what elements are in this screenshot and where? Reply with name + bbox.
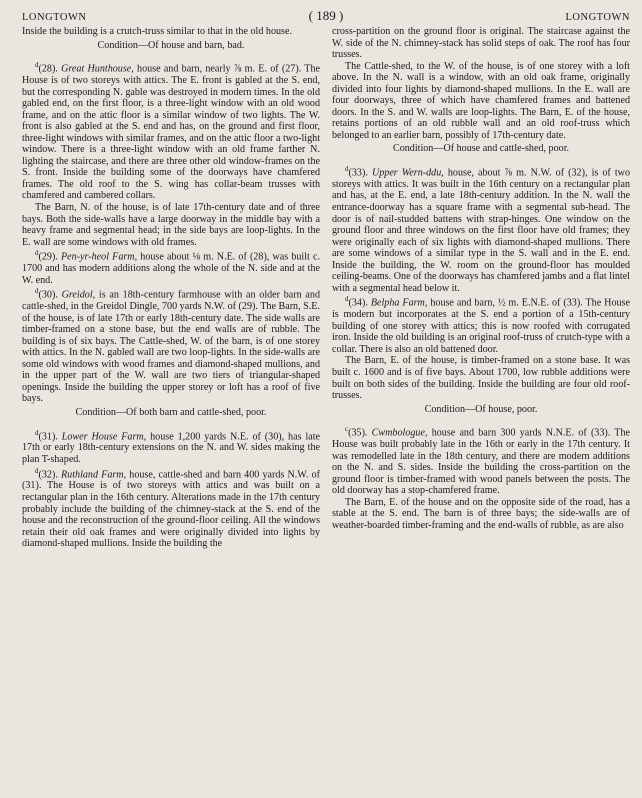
entry-number: (35). (348, 427, 368, 439)
running-header (22, 8, 630, 26)
monument-entry (332, 294, 630, 355)
entry-name: Cwmbologue, (371, 427, 428, 439)
paragraph: The Barn, N. of the house, is of late 17th-century date and of three bays. Both the side-walls have a large doorway in the middle bay with a heavy frame and segmental head; in the side bays are loop-lights. In the E. wall are some windows with old frames. (22, 202, 320, 248)
entry-text: house, about ⅞ m. N.W. of (32), is of two storeys with attics. It was built in the 16th century on a rectangular plan and has, at the E. end, a late 18th-century addition. In the N. wall the entrance-doorway has a square frame with a segmental sub-head. The door is of nail-studded battens with strap-hinges. One window on the ground floor and three windows on the first floor have old frames; they were originally each of six lights with diamond-shaped mullions. There are some windows of a similar type in the S. wall and in the E. end. Inside the building, the W. room on the ground-floor has moulded ceiling-beams. One of the doorways has chamfered jambs and a flat lintel with a segmental head below it. (332, 167, 631, 294)
entry-name: Greidol, (61, 289, 96, 301)
entry-text: is an 18th-century farmhouse with an older barn and cattle-shed, in the Greidol Dingle, 700 yards N.W. of (29). The Barn, S.E. of the house, is of late 17th or early 18th-century date. The side walls are timber-framed on a stone base, but the end walls are of rubble. The building is of six bays. The Cattle-shed, W. of the barn, is of one storey with attics. In the N. gabled wall are two loop-lights. In the side-walls are some old windows with wood frames and diamond-shaped mullions, and in the upper part of the W. wall are two tiers of triangular-shaped openings. Inside the building the upper storey or loft has a roof of five bays. (22, 289, 320, 405)
entry-ref: c (345, 425, 349, 434)
entry-number: (34). (348, 297, 368, 309)
header-left: LONGTOWN (22, 12, 87, 23)
entry-number: (31). (38, 430, 58, 442)
entry-name: Upper Wern-ddu, (371, 167, 444, 179)
header-right: LONGTOWN (565, 12, 630, 23)
page-number: ( 189 ) (308, 8, 344, 23)
monument-entry (22, 60, 320, 202)
entry-text: house and barn, ½ m. E.N.E. of (33). The House is modern but incorporates at the S. end a portion of a 15th-century building of one storey with attics; this is now roofed with corrugated iron. Inside the old building is an original roof-truss of crutch-type with a collar. There is also an old battened door. (332, 297, 630, 355)
right-column (332, 26, 630, 550)
entry-name: Great Hunthouse, (61, 63, 134, 75)
condition-line: Condition—Of house and cattle-shed, poor. (392, 143, 570, 155)
entry-name: Ruthland Farm, (61, 468, 127, 480)
entry-name: Lower House Farm, (61, 430, 147, 442)
condition-line: Condition—Of both barn and cattle-shed, poor. (75, 407, 267, 419)
entry-ref: d (35, 249, 39, 258)
entry-text: house about ⅛ m. N.E. of (28), was built c. 1700 and has modern additions along the whole of the N. side and at the W. end. (22, 251, 320, 286)
entry-ref: d (35, 466, 39, 475)
monument-entry (332, 164, 630, 294)
paragraph: The Cattle-shed, to the W. of the house, is of one storey with a loft above. In the N. wall is a window, with an old oak frame, originally divided into four lights by diamond-shaped mullions. In the E. wall are four doorways, three of which have chamfered frames and battened doors. In the S. and W. walls are loop-lights. The Barn, E. of the house, retains portions of an old rubble wall and an old roof-truss which belonged to an earlier barn, possibly of 17th-century date. (332, 60, 630, 141)
monument-entry (22, 248, 320, 286)
monument-entry (22, 286, 320, 405)
left-column (22, 26, 320, 550)
condition-line: Condition—Of house and barn, bad. (97, 39, 245, 51)
paragraph: The Barn, E. of the house and on the opposite side of the road, has a stable at the S. end. The barn is of three bays; the side-walls are of weather-boarded timber-framing and the end-walls of rubble, as are also (332, 496, 630, 531)
entry-number: (33). (348, 167, 368, 179)
entry-text: house and barn 300 yards N.N.E. of (33). The House was built probably late in the 16th or early in the 17th century. It was remodelled late in the 18th century, and there are modern additions on the N. and S. sides. Inside the building the cross-partition on the ground floor is timber-framed with wood panels between the posts. The old doorway has a stop-chamfered frame. (332, 427, 630, 497)
entry-name: Pen-yr-heol Farm, (61, 251, 138, 263)
entry-text: house and barn, nearly ⅞ m. E. of (27). The House is of two storeys with attics. The E. front is gabled at the S. end, but the corresponding N. gable was destroyed in modern times. In the old gabled end, on the first floor, is a three-light window with an old wood frame, and on the attic floor is a similar window of two lights. The W. front is also gabled at the S. end and has, on the ground and first floor, three-light windows with similar frames, and on the attic floor a two-light window. There is a three-light window with an old frame farther N. lighting the staircase, and there are three other old window-frames on the S. front. Inside the building some of the doorways have chamfered frames. The old roof to the S. wing has collar-beam trusses with chamfered and cambered collars. (22, 63, 320, 202)
entry-ref: d (35, 287, 39, 296)
entry-number: (32). (38, 468, 58, 480)
entry-number: (28). (38, 63, 58, 75)
monument-entry (332, 424, 630, 497)
entry-ref: d (35, 428, 39, 437)
monument-entry (22, 428, 320, 466)
entry-ref: d (345, 165, 349, 174)
paragraph: The Barn, E. of the house, is timber-framed on a stone base. It was built c. 1600 and is of five bays. About 1700, low rubble additions were built on both sides of the building. Inside the building are four old roof-trusses. (332, 355, 630, 402)
entry-ref: d (345, 295, 349, 304)
entry-text: house 1,200 yards N.E. of (30), has late 17th or early 18th-century extensions on the N. and W. sides making the plan T-shaped. (22, 430, 321, 466)
entry-number: (29). (38, 251, 58, 263)
paragraph: Inside the building is a crutch-truss similar to that in the old house. (22, 26, 292, 37)
entry-text: house, cattle-shed and barn 400 yards N.W. of (31). The House is of two storeys with attics and was built on a rectangular plan in the 16th century. Alterations made in the 17th century probably include the building of the chimney-stack at the S. end of the house and the reconstruction of the ground-floor ceiling. All the windows retain their old oak frames and were originally divided into lights by diamond-shaped mullions. Inside the building the (22, 468, 320, 550)
entry-number: (30). (38, 289, 58, 301)
condition-line: Condition—Of house, poor. (424, 403, 538, 415)
entry-ref: d (35, 61, 39, 70)
monument-entry (22, 466, 320, 550)
entry-name: Belpha Farm, (370, 297, 428, 309)
paragraph: cross-partition on the ground floor is original. The staircase against the W. side of the N. chimney-stack has solid steps of oak. The roof has four trusses. (332, 26, 630, 61)
